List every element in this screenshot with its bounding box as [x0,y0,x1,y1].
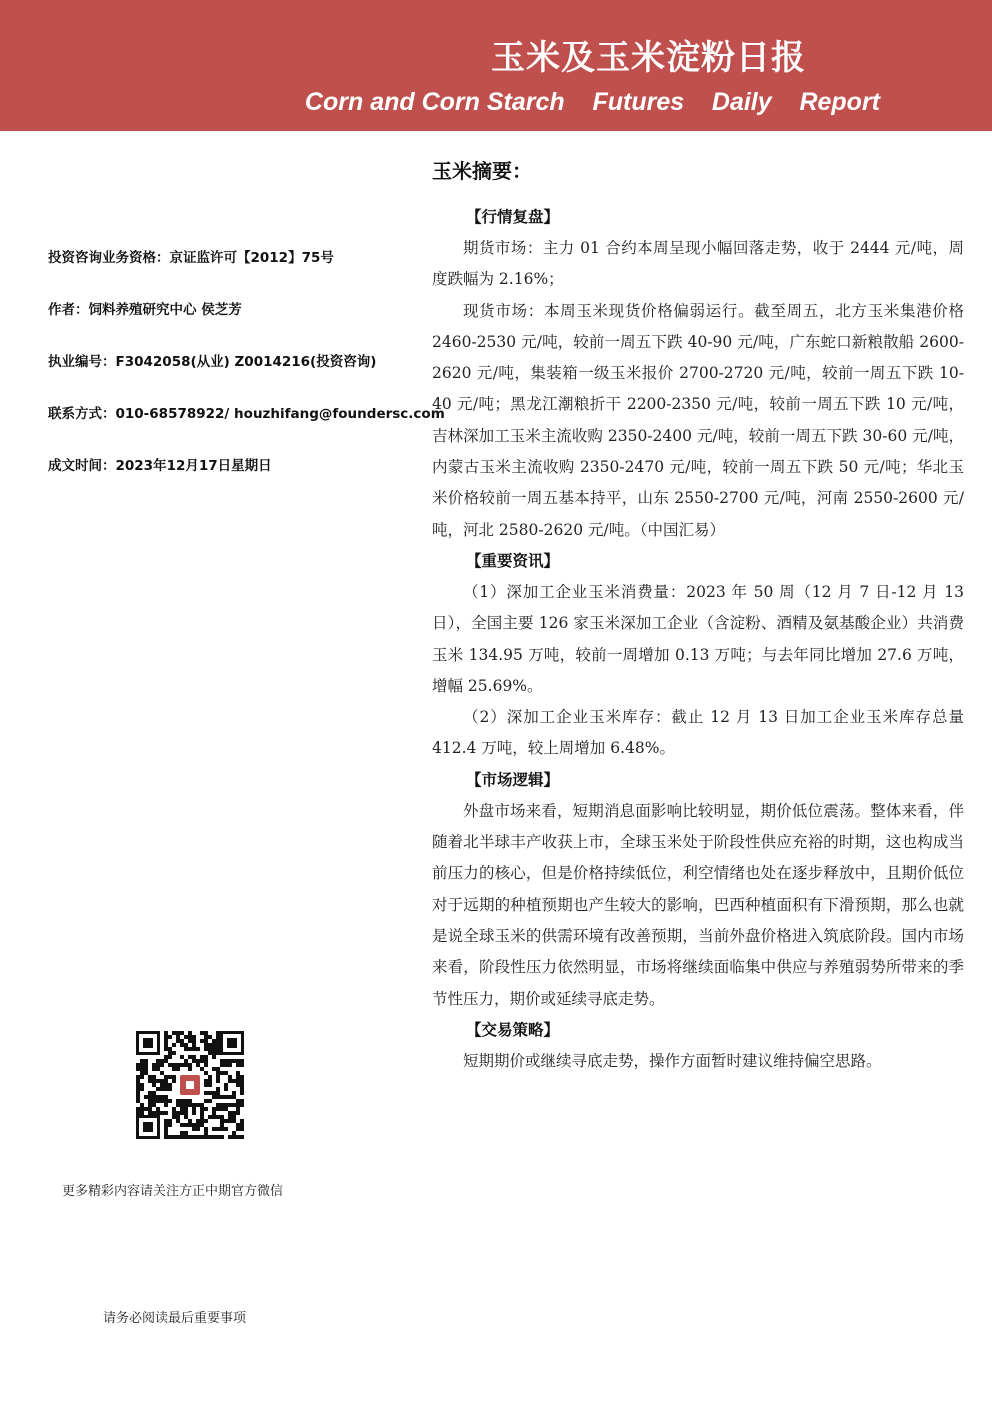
paragraph: 现货市场：本周玉米现货价格偏弱运行。截至周五，北方玉米集港价格 2460-2530 元/吨，较前一周五下跌 40-90 元/吨，广东蛇口新粮散船 2600-2620 元/吨，集装箱一级玉米报价 2700-2720 元/吨，较前一周五下跌 10-40 元/吨；黑龙江潮粮折干 2200-2350 元/吨，较前一周五下跌 10 元/吨，吉林深加工玉米主流收购 2350-2400 元/吨，较前一周五下跌 30-60 元/吨，内蒙古玉米主流收购 2350-2470 元/吨，较前一周五下跌 50 元/吨；华北玉米价格较前一周五基本持平，山东 2550-2700 元/吨，河南 2550-2600 元/吨，河北 2580-2620 元/吨。（中国汇易） [432,301,964,539]
paragraph: 期货市场：主力 01 合约本周呈现小幅回落走势，收于 2444 元/吨，周度跌幅为 2.16%； [432,239,964,289]
paragraph: 外盘市场来看，短期消息面影响比较明显，期价低位震荡。整体来看，伴随着北半球丰产收获上市，全球玉米处于阶段性供应充裕的时期，这也构成当前压力的核心，但是价格持续低位，利空情绪也处在逐步释放中，且期价低位对于远期的种植预期也产生较大的影响，巴西种植面积有下滑预期，那么也就是说全球玉米的供需环境有改善预期，当前外盘价格进入筑底阶段。国内市场来看，阶段性压力依然明显，市场将继续面临集中供应与养殖弱势所带来的季节性压力，期价或延续寻底走势。 [432,801,964,1008]
date-line: 成文时间：2023年12月17日星期日 [48,458,272,474]
summary-title: 玉米摘要： [432,159,532,183]
report-title-cn: 玉米及玉米淀粉日报 [491,38,806,78]
contact-line: 联系方式：010-68578922/ houzhifang@foundersc.com [48,406,445,422]
section-trading-strategy [432,1015,964,1077]
section-key-news [432,546,964,765]
qualification-line: 投资咨询业务资格：京证监许可【2012】75号 [48,250,334,266]
qr-caption: 更多精彩内容请关注方正中期官方微信 [62,1184,284,1199]
license-line: 执业编号：F3042058(从业) Z0014216(投资咨询) [48,354,377,370]
section-heading: 【行情复盘】 [466,208,560,226]
main-content [432,156,964,1077]
section-heading: 【市场逻辑】 [466,770,560,789]
header-banner [0,0,992,131]
paragraph: （1）深加工企业玉米消费量：2023 年 50 周（12 月 7 日-12 月 13 日），全国主要 126 家玉米深加工企业（含淀粉、酒精及氨基酸企业）共消费玉米 134.95 万吨，较前一周增加 0.13 万吨；与去年同比增加 27.6 万吨，增幅 25.69%。 [432,582,964,695]
footer-note: 请务必阅读最后重要事项 [103,1311,247,1326]
section-market-logic [432,765,964,1015]
wechat-qr-code-icon [134,1029,246,1141]
section-market-review [432,202,964,546]
section-heading: 【重要资讯】 [466,551,560,570]
paragraph: （2）深加工企业玉米库存：截止 12 月 13 日加工企业玉米库存总量 412.4 万吨，较上周增加 6.48%。 [432,708,964,758]
paragraph: 短期期价或继续寻底走势，操作方面暂时建议维持偏空思路。 [463,1051,882,1070]
section-heading: 【交易策略】 [466,1020,560,1039]
report-title-en: Corn and Corn Starch Futures Daily Report [304,88,880,116]
author-line: 作者：饲料养殖研究中心 侯芝芳 [48,302,242,318]
